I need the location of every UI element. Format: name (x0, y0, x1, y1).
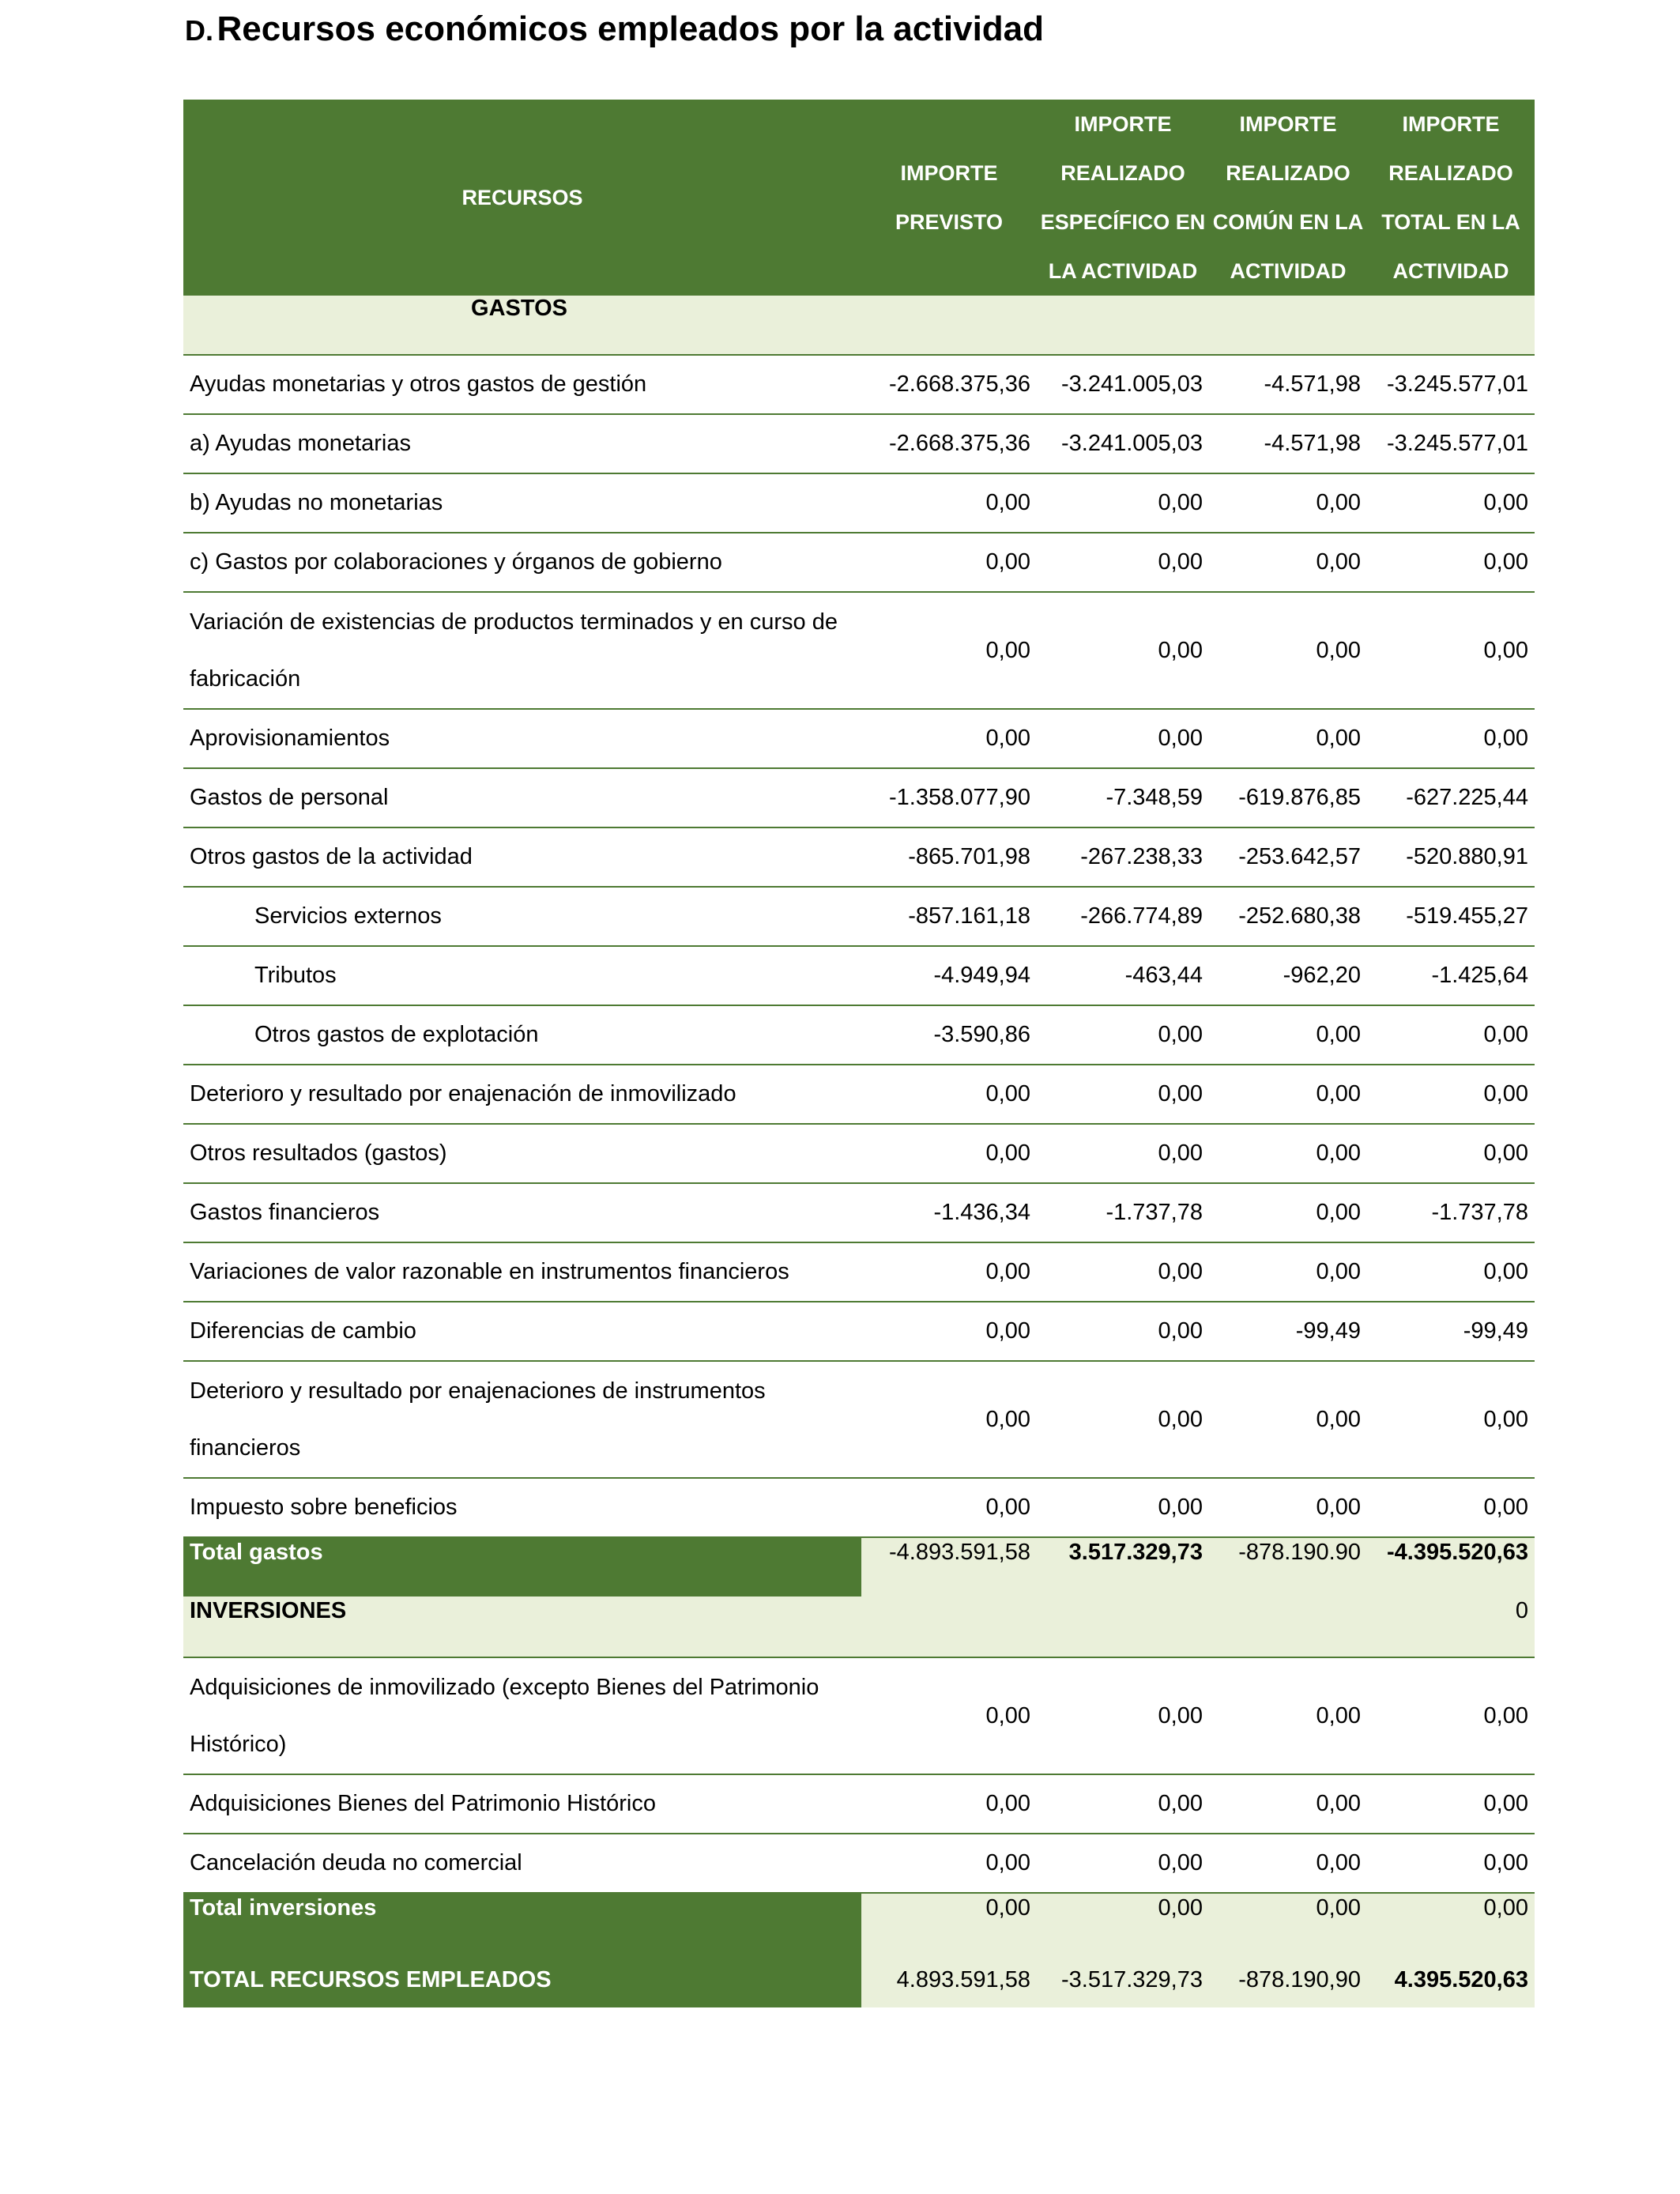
cell-total: 0,00 (1367, 1065, 1535, 1124)
cell-especifico: 0,00 (1037, 1124, 1209, 1183)
table-row (183, 768, 1535, 827)
cell-total: 0,00 (1367, 1005, 1535, 1065)
table-row (183, 887, 1535, 946)
cell-total: 0,00 (1367, 1242, 1535, 1302)
cell-previsto: 0,00 (861, 1478, 1037, 1537)
cell-total: 0,00 (1367, 709, 1535, 768)
cell-especifico: -266.774,89 (1037, 887, 1209, 946)
cell-total: 0,00 (1367, 1834, 1535, 1893)
cell-total: 0,00 (1367, 473, 1535, 533)
row-label: c) Gastos por colaboraciones y órganos de gobierno (183, 533, 861, 592)
total-inversiones-label: Total inversiones (183, 1893, 861, 1952)
resources-table (183, 100, 1535, 2007)
cell-previsto: 0,00 (861, 473, 1037, 533)
table-row (183, 473, 1535, 533)
cell-total: 0,00 (1367, 533, 1535, 592)
cell-previsto: 0,00 (861, 1302, 1037, 1361)
row-label: Adquisiciones Bienes del Patrimonio Histórico (183, 1774, 861, 1834)
cell-especifico: 0,00 (1037, 592, 1209, 709)
cell-especifico: 0,00 (1037, 1005, 1209, 1065)
total-recursos-row (183, 1952, 1535, 2007)
cell-comun: 0,00 (1209, 1361, 1367, 1478)
table-row (183, 1774, 1535, 1834)
table-header-row (183, 100, 1535, 296)
row-label: Adquisiciones de inmovilizado (excepto Bienes del Patrimonio Histórico) (183, 1657, 861, 1774)
table-row (183, 355, 1535, 414)
cell-especifico: 0,00 (1037, 1834, 1209, 1893)
row-label: Otros gastos de la actividad (183, 827, 861, 887)
table-row (183, 533, 1535, 592)
row-label: Aprovisionamientos (183, 709, 861, 768)
cell-especifico: 0,00 (1037, 533, 1209, 592)
cell-total: 0,00 (1367, 1478, 1535, 1537)
cell-especifico: -463,44 (1037, 946, 1209, 1005)
row-label: Otros resultados (gastos) (183, 1124, 861, 1183)
header-recursos: RECURSOS (183, 100, 861, 296)
table-row (183, 1065, 1535, 1124)
row-label: Gastos de personal (183, 768, 861, 827)
cell-especifico: 0,00 (1037, 1302, 1209, 1361)
cell-comun: 0,00 (1209, 533, 1367, 592)
cell-previsto: 0,00 (861, 709, 1037, 768)
section-letter: D. (185, 14, 213, 47)
cell-previsto: -2.668.375,36 (861, 414, 1037, 473)
total-gastos-row (183, 1537, 1535, 1596)
cell-total: -627.225,44 (1367, 768, 1535, 827)
table-row (183, 1183, 1535, 1242)
cell-total: 0,00 (1367, 592, 1535, 709)
table-row (183, 414, 1535, 473)
total-gastos-label: Total gastos (183, 1537, 861, 1596)
header-previsto: IMPORTE PREVISTO (861, 100, 1037, 296)
cell-especifico: 0,00 (1037, 473, 1209, 533)
total-recursos-previsto: 4.893.591,58 (861, 1952, 1037, 2007)
cell-comun: 0,00 (1209, 1242, 1367, 1302)
cell-comun: -4.571,98 (1209, 414, 1367, 473)
table-row (183, 1361, 1535, 1478)
cell-especifico: 0,00 (1037, 1361, 1209, 1478)
total-recursos-total: 4.395.520,63 (1367, 1952, 1535, 2007)
cell-total: -3.245.577,01 (1367, 414, 1535, 473)
header-especifico: IMPORTE REALIZADO ESPECÍFICO EN LA ACTIVIDAD (1037, 100, 1209, 296)
cell-previsto: 0,00 (861, 1657, 1037, 1774)
cell-previsto: 0,00 (861, 1065, 1037, 1124)
row-label: Servicios externos (183, 887, 861, 946)
cell-comun: -252.680,38 (1209, 887, 1367, 946)
total-recursos-especifico: -3.517.329,73 (1037, 1952, 1209, 2007)
cell-comun: -253.642,57 (1209, 827, 1367, 887)
cell-comun: -99,49 (1209, 1302, 1367, 1361)
cell-especifico: 0,00 (1037, 1657, 1209, 1774)
inversiones-value: 0 (1367, 1596, 1535, 1657)
row-label: Tributos (183, 946, 861, 1005)
cell-especifico: 0,00 (1037, 1065, 1209, 1124)
row-label: Cancelación deuda no comercial (183, 1834, 861, 1893)
table-row (183, 946, 1535, 1005)
cell-total: 0,00 (1367, 1361, 1535, 1478)
cell-previsto: 0,00 (861, 1361, 1037, 1478)
table-row (183, 1834, 1535, 1893)
cell-total: -99,49 (1367, 1302, 1535, 1361)
total-inversiones-total: 0,00 (1367, 1893, 1535, 1952)
total-gastos-comun: -878.190.90 (1209, 1537, 1367, 1596)
header-total: IMPORTE REALIZADO TOTAL EN LA ACTIVIDAD (1367, 100, 1535, 296)
row-label: Variación de existencias de productos terminados y en curso de fabricación (183, 592, 861, 709)
gastos-label: GASTOS (183, 296, 861, 355)
cell-comun: 0,00 (1209, 1478, 1367, 1537)
table-row (183, 1242, 1535, 1302)
cell-especifico: -3.241.005,03 (1037, 355, 1209, 414)
cell-previsto: 0,00 (861, 1124, 1037, 1183)
cell-comun: 0,00 (1209, 592, 1367, 709)
row-label: Gastos financieros (183, 1183, 861, 1242)
table-row (183, 1302, 1535, 1361)
row-label: Deterioro y resultado por enajenaciones de instrumentos financieros (183, 1361, 861, 1478)
cell-comun: 0,00 (1209, 1065, 1367, 1124)
cell-total: -3.245.577,01 (1367, 355, 1535, 414)
cell-comun: 0,00 (1209, 1774, 1367, 1834)
row-label: Impuesto sobre beneficios (183, 1478, 861, 1537)
cell-previsto: 0,00 (861, 1834, 1037, 1893)
cell-previsto: -4.949,94 (861, 946, 1037, 1005)
row-label: Otros gastos de explotación (183, 1005, 861, 1065)
cell-comun: 0,00 (1209, 709, 1367, 768)
table-row (183, 1005, 1535, 1065)
row-label: b) Ayudas no monetarias (183, 473, 861, 533)
cell-total: -1.425,64 (1367, 946, 1535, 1005)
inversiones-section-row (183, 1596, 1535, 1657)
cell-comun: 0,00 (1209, 1183, 1367, 1242)
table-row (183, 1124, 1535, 1183)
inversiones-label: INVERSIONES (183, 1596, 861, 1657)
table-row (183, 827, 1535, 887)
cell-previsto: -3.590,86 (861, 1005, 1037, 1065)
total-recursos-label: TOTAL RECURSOS EMPLEADOS (183, 1952, 861, 2007)
total-gastos-especifico: 3.517.329,73 (1037, 1537, 1209, 1596)
row-label: Variaciones de valor razonable en instrumentos financieros (183, 1242, 861, 1302)
total-recursos-comun: -878.190,90 (1209, 1952, 1367, 2007)
total-inversiones-row (183, 1893, 1535, 1952)
table-row (183, 1657, 1535, 1774)
cell-total: -519.455,27 (1367, 887, 1535, 946)
cell-previsto: 0,00 (861, 1242, 1037, 1302)
cell-especifico: -1.737,78 (1037, 1183, 1209, 1242)
cell-especifico: -267.238,33 (1037, 827, 1209, 887)
cell-especifico: -7.348,59 (1037, 768, 1209, 827)
table-row (183, 709, 1535, 768)
cell-especifico: 0,00 (1037, 709, 1209, 768)
cell-comun: 0,00 (1209, 473, 1367, 533)
total-inversiones-especifico: 0,00 (1037, 1893, 1209, 1952)
cell-previsto: -2.668.375,36 (861, 355, 1037, 414)
cell-especifico: 0,00 (1037, 1478, 1209, 1537)
cell-previsto: 0,00 (861, 533, 1037, 592)
cell-total: -520.880,91 (1367, 827, 1535, 887)
section-title (185, 9, 1044, 49)
row-label: Ayudas monetarias y otros gastos de gestión (183, 355, 861, 414)
cell-comun: 0,00 (1209, 1834, 1367, 1893)
cell-previsto: -865.701,98 (861, 827, 1037, 887)
total-gastos-total: -4.395.520,63 (1367, 1537, 1535, 1596)
cell-previsto: -857.161,18 (861, 887, 1037, 946)
cell-comun: 0,00 (1209, 1005, 1367, 1065)
cell-comun: -4.571,98 (1209, 355, 1367, 414)
total-gastos-previsto: -4.893.591,58 (861, 1537, 1037, 1596)
cell-total: 0,00 (1367, 1774, 1535, 1834)
row-label: Diferencias de cambio (183, 1302, 861, 1361)
cell-previsto: 0,00 (861, 592, 1037, 709)
gastos-section-row (183, 296, 1535, 355)
cell-previsto: -1.358.077,90 (861, 768, 1037, 827)
section-title-text: Recursos económicos empleados por la actividad (217, 9, 1045, 48)
header-comun: IMPORTE REALIZADO COMÚN EN LA ACTIVIDAD (1209, 100, 1367, 296)
cell-comun: -619.876,85 (1209, 768, 1367, 827)
cell-previsto: 0,00 (861, 1774, 1037, 1834)
cell-comun: -962,20 (1209, 946, 1367, 1005)
cell-total: 0,00 (1367, 1124, 1535, 1183)
cell-comun: 0,00 (1209, 1657, 1367, 1774)
cell-especifico: -3.241.005,03 (1037, 414, 1209, 473)
table-row (183, 592, 1535, 709)
cell-especifico: 0,00 (1037, 1242, 1209, 1302)
cell-comun: 0,00 (1209, 1124, 1367, 1183)
cell-total: 0,00 (1367, 1657, 1535, 1774)
cell-total: -1.737,78 (1367, 1183, 1535, 1242)
total-inversiones-comun: 0,00 (1209, 1893, 1367, 1952)
cell-previsto: -1.436,34 (861, 1183, 1037, 1242)
table-row (183, 1478, 1535, 1537)
total-inversiones-previsto: 0,00 (861, 1893, 1037, 1952)
row-label: a) Ayudas monetarias (183, 414, 861, 473)
cell-especifico: 0,00 (1037, 1774, 1209, 1834)
row-label: Deterioro y resultado por enajenación de inmovilizado (183, 1065, 861, 1124)
